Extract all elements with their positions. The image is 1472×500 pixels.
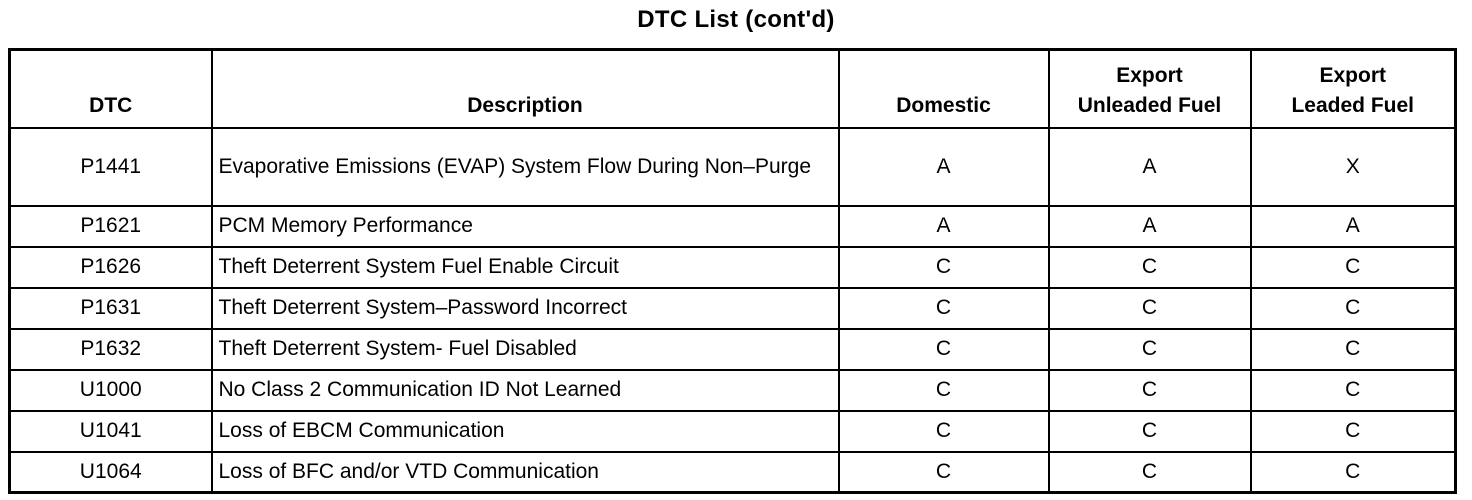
dtc-code: P1626 (10, 247, 212, 288)
export-leaded-value: C (1251, 288, 1456, 329)
export-unleaded-value: C (1049, 370, 1251, 411)
export-unleaded-value: C (1049, 329, 1251, 370)
domestic-value: C (839, 411, 1049, 452)
table-row (10, 452, 1456, 493)
column-header-domestic: Domestic (839, 50, 1049, 128)
export-leaded-value: X (1251, 128, 1456, 206)
dtc-code: P1631 (10, 288, 212, 329)
dtc-table (8, 48, 1457, 494)
dtc-description: Loss of EBCM Communication (212, 411, 839, 452)
column-header-description: Description (212, 50, 839, 128)
export-leaded-value: C (1251, 370, 1456, 411)
dtc-description: Theft Deterrent System- Fuel Disabled (212, 329, 839, 370)
domestic-value: C (839, 452, 1049, 493)
table-row (10, 206, 1456, 247)
dtc-description: Evaporative Emissions (EVAP) System Flow During Non–Purge (212, 128, 839, 206)
table-row (10, 370, 1456, 411)
dtc-code: P1621 (10, 206, 212, 247)
dtc-description: No Class 2 Communication ID Not Learned (212, 370, 839, 411)
dtc-description: PCM Memory Performance (212, 206, 839, 247)
export-leaded-value: A (1251, 206, 1456, 247)
export-leaded-value: C (1251, 247, 1456, 288)
domestic-value: C (839, 329, 1049, 370)
header-line: Leaded Fuel (1291, 93, 1415, 117)
table-row (10, 329, 1456, 370)
table-row (10, 411, 1456, 452)
domestic-value: C (839, 370, 1049, 411)
export-unleaded-value: C (1049, 247, 1251, 288)
table-row (10, 288, 1456, 329)
export-leaded-value: C (1251, 452, 1456, 493)
domestic-value: A (839, 128, 1049, 206)
column-header-export-leaded (1251, 50, 1456, 128)
table-row (10, 128, 1456, 206)
dtc-code: P1441 (10, 128, 212, 206)
column-header-dtc: DTC (10, 50, 212, 128)
export-unleaded-value: C (1049, 452, 1251, 493)
table-header-row (10, 50, 1456, 128)
export-unleaded-value: C (1049, 411, 1251, 452)
header-line: Export (1116, 63, 1183, 87)
export-unleaded-value: A (1049, 128, 1251, 206)
dtc-code: U1000 (10, 370, 212, 411)
domestic-value: A (839, 206, 1049, 247)
column-header-export-unleaded (1049, 50, 1251, 128)
domestic-value: C (839, 288, 1049, 329)
export-unleaded-value: A (1049, 206, 1251, 247)
dtc-description: Theft Deterrent System–Password Incorrect (212, 288, 839, 329)
page-title: DTC List (cont'd) (637, 6, 835, 33)
export-unleaded-value: C (1049, 288, 1251, 329)
header-line: Export (1319, 63, 1386, 87)
dtc-description: Theft Deterrent System Fuel Enable Circuit (212, 247, 839, 288)
table-row (10, 247, 1456, 288)
dtc-code: P1632 (10, 329, 212, 370)
export-leaded-value: C (1251, 411, 1456, 452)
dtc-code: U1064 (10, 452, 212, 493)
domestic-value: C (839, 247, 1049, 288)
dtc-code: U1041 (10, 411, 212, 452)
dtc-description: Loss of BFC and/or VTD Communication (212, 452, 839, 493)
export-leaded-value: C (1251, 329, 1456, 370)
header-line: Unleaded Fuel (1077, 93, 1222, 117)
